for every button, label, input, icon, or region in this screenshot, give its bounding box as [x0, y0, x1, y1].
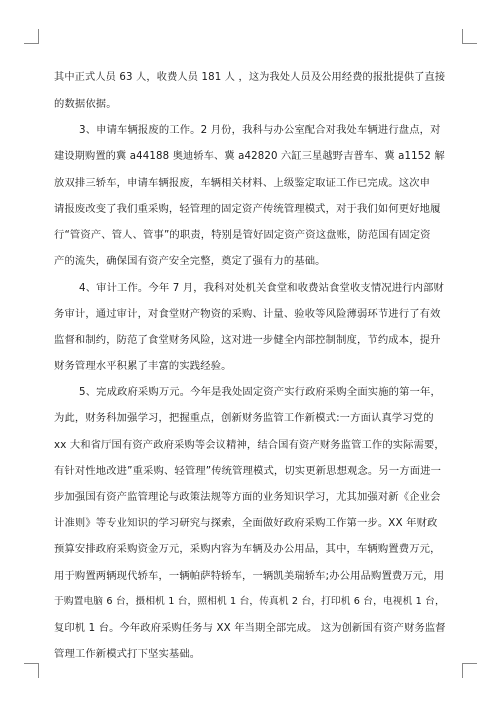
text-line: 4、审计工作。今年 7 月，我科对处机关食堂和收费站食堂收支情况进行内部财 [79, 281, 444, 294]
text-line: 复印机 1 台。今年政府采购任务与 XX 年当期全部完成。 这为创新国有资产财务监督 [54, 621, 446, 634]
text-line: 务审计，通过审计，对食堂财产物资的采购、计量、验收等风险薄弱环节进行了有效 [54, 307, 441, 320]
text-line: 的数据依据。 [54, 98, 117, 111]
text-line: 放双排三轿车，申请车辆报废，车辆相关材料、上级鉴定取证工作已完成。这次申 [54, 176, 431, 189]
crop-mark-top-left [24, 29, 39, 44]
text-line: 其中正式人员 63 人，收费人员 181 人 ，这为我处人员及公用经费的报批提供了直接 [54, 72, 446, 83]
text-line: 于购置电脑 6 台，摄相机 1 台，照相机 1 台，传真机 2 台，打印机 6 台，电视机 1 台， [54, 595, 445, 607]
text-line: 为此，财务科加强学习，把握重点，创新财务监管工作新模式:一方面认真学习党的 [54, 412, 434, 425]
text-line: 计准则》等专业知识的学习研究与探索，全面做好政府采购工作第一步。XX 年财政 [54, 517, 438, 530]
text-line: 5、完成政府采购万元。今年是我处固定资产实行政府采购全面实施的第一年， [79, 386, 441, 399]
text-line: 管理工作新模式打下坚实基础。 [54, 648, 201, 661]
document-body-text [54, 65, 445, 667]
text-line: 建设期购置的冀 a44188 奥迪轿车、冀 a42820 六缸三星越野吉普车、冀 a1152 解 [54, 150, 445, 162]
crop-mark-top-right [462, 29, 477, 44]
text-line: 请报废改变了我们重采购，轻管理的固定资产传统管理模式，对于我们如何更好地履 [54, 202, 441, 215]
text-line: 3、申请车辆报废的工作。2 月份，我科与办公室配合对我处车辆进行盘点，对 [79, 124, 441, 137]
text-line: 有针对性地改进”重采购、轻管理”传统管理模式，切实更新思想观念。另一方面进一 [54, 464, 442, 477]
text-line: 步加强国有资产监管理论与政策法规等方面的业务知识学习，尤其加强对新《企业会 [54, 491, 441, 503]
crop-mark-bottom-left [24, 663, 39, 678]
text-line: 用于购置两辆现代轿车，一辆帕萨特轿车，一辆凯美瑞轿车;办公用品购置费万元，用 [54, 569, 445, 582]
text-line: 财务管理水平积累了丰富的实践经验。 [54, 360, 232, 373]
crop-mark-bottom-right [462, 663, 477, 678]
text-line: 行“管资产、管人、管事”的职责，特别是管好固定资产资这盘账，防范国有固定资 [54, 229, 431, 242]
text-line: 预算安排政府采购资金万元，采购内容为车辆及办公用品，其中，车辆购置费万元， [54, 543, 441, 556]
text-line: xx 大和省厅国有资产政府采购等会议精神，结合国有资产财务监管工作的实际需要， [54, 438, 445, 451]
text-line: 产的流失，确保国有资产安全完整，奠定了强有力的基础。 [54, 255, 326, 268]
text-line: 监督和制约，防范了食堂财务风险，这对进一步健全内部控制制度，节约成本，提升 [54, 333, 441, 346]
